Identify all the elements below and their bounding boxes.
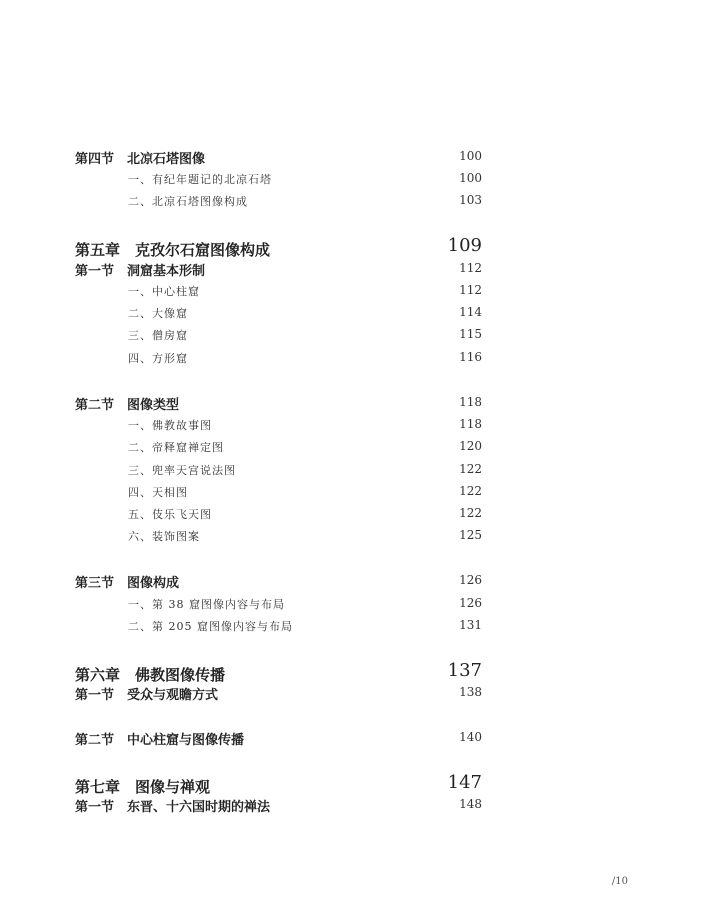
item-title: 二、北凉石塔图像构成: [128, 195, 248, 208]
item-title: 一、佛教故事图: [128, 419, 212, 432]
toc-item: [0, 481, 701, 503]
chapter-title: 第五章 克孜尔石窟图像构成: [75, 241, 271, 259]
section-title: 第四节 北凉石塔图像: [75, 152, 206, 167]
chapter-page-number: 147: [447, 772, 482, 793]
toc-item: [0, 324, 701, 346]
item-title: 三、兜率天宫说法图: [128, 464, 236, 477]
item-title: 五、伎乐飞天图: [128, 508, 212, 521]
page-number: 118: [459, 395, 482, 409]
page-number: 126: [459, 573, 482, 587]
toc-item: [0, 190, 701, 212]
toc-item: [0, 459, 701, 481]
page-number: 131: [459, 618, 482, 632]
page-number: 122: [459, 462, 482, 476]
toc-item: [0, 414, 701, 436]
item-title: 一、第 38 窟图像内容与布局: [128, 598, 285, 611]
item-title: 六、装饰图案: [128, 530, 200, 543]
section-title: 第一节 东晋、十六国时期的禅法: [75, 800, 271, 815]
chapter-page-number: 137: [447, 660, 482, 681]
toc-section: [0, 258, 701, 280]
page-number: 118: [459, 417, 482, 431]
toc-section: [0, 570, 701, 592]
item-title: 一、中心柱窟: [128, 285, 200, 298]
page-number: 125: [459, 528, 482, 542]
page-number: 126: [459, 596, 482, 610]
toc-item: [0, 280, 701, 302]
item-title: 三、僧房窟: [128, 329, 188, 342]
toc-item: [0, 525, 701, 547]
page-number: 120: [459, 439, 482, 453]
page-number: 122: [459, 506, 482, 520]
toc-item: [0, 347, 701, 369]
page-number: 103: [459, 193, 482, 207]
item-title: 四、方形窟: [128, 352, 188, 365]
section-title: 第二节 图像类型: [75, 398, 180, 413]
item-title: 二、第 205 窟图像内容与布局: [128, 620, 293, 633]
page-number: 112: [459, 283, 482, 297]
page-number: 140: [459, 730, 482, 744]
toc-item: [0, 302, 701, 324]
page-number: 112: [459, 261, 482, 275]
item-title: 二、帝释窟禅定图: [128, 441, 224, 454]
item-title: 四、天相图: [128, 486, 188, 499]
toc-item: [0, 168, 701, 190]
page-number: 115: [459, 327, 482, 341]
section-title: 第二节 中心柱窟与图像传播: [75, 733, 245, 748]
section-title: 第一节 洞窟基本形制: [75, 264, 206, 279]
toc-item: [0, 615, 701, 637]
toc-section: [0, 682, 701, 704]
chapter-title: 第七章 图像与禅观: [75, 778, 211, 796]
toc-section: [0, 146, 701, 168]
toc-item: [0, 436, 701, 458]
item-title: 一、有纪年题记的北凉石塔: [128, 173, 272, 186]
chapter-page-number: 109: [447, 235, 482, 256]
page-number: 114: [459, 305, 482, 319]
toc-section: [0, 392, 701, 414]
item-title: 二、大像窟: [128, 307, 188, 320]
folio-page-number: /10: [611, 876, 628, 887]
toc-item: [0, 593, 701, 615]
page-number: 122: [459, 484, 482, 498]
chapter-title: 第六章 佛教图像传播: [75, 666, 226, 684]
section-title: 第三节 图像构成: [75, 576, 180, 591]
page-number: 116: [459, 350, 482, 364]
section-title: 第一节 受众与观瞻方式: [75, 688, 219, 703]
page-number: 148: [459, 797, 482, 811]
page-number: 138: [459, 685, 482, 699]
toc-section: [0, 727, 701, 749]
toc-item: [0, 503, 701, 525]
page-number: 100: [459, 171, 482, 185]
toc-section: [0, 794, 701, 816]
page-number: 100: [459, 149, 482, 163]
